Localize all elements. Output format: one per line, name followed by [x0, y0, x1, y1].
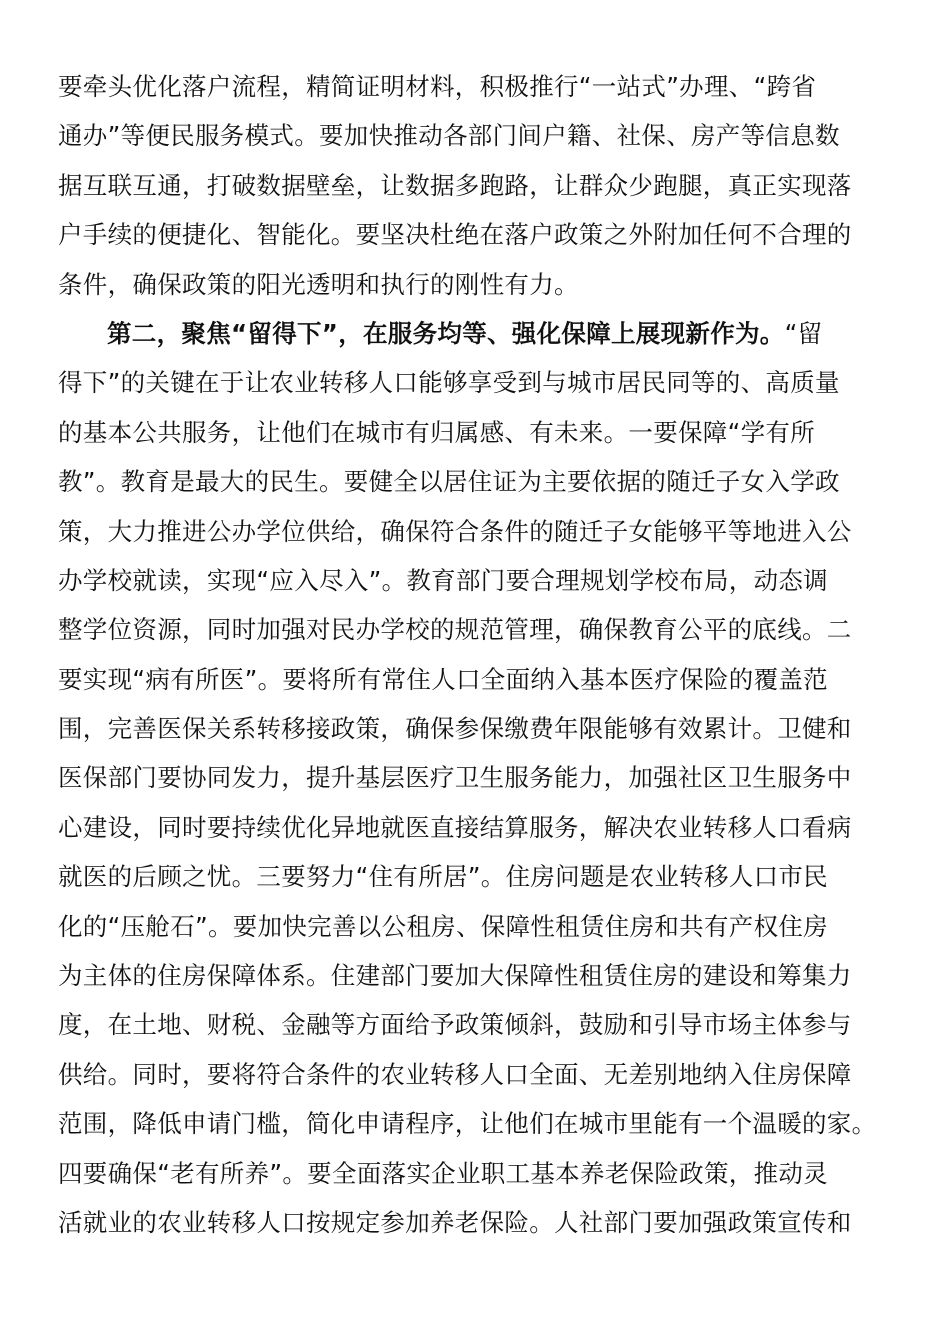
text-line: 活就业的农业转移人口按规定参加养老保险。人社部门要加强政策宣传和: [58, 1207, 852, 1237]
text-line: 为主体的住房保障体系。住建部门要加大保障性租赁住房的建设和筹集力: [58, 961, 852, 991]
text-line: 范围，降低申请门槛，简化申请程序，让他们在城市里能有一个温暖的家。: [58, 1109, 877, 1139]
text-fragment: “留: [784, 318, 823, 348]
text-line: 教”。教育是最大的民生。要健全以居住证为主要依据的随迁子女入学政: [58, 467, 840, 497]
text-line: 条件，确保政策的阳光透明和执行的刚性有力。: [58, 269, 579, 299]
text-line: 四要确保“老有所养”。要全面落实企业职工基本养老保险政策，推动灵: [58, 1158, 828, 1188]
text-line: 度，在土地、财税、金融等方面给予政策倾斜，鼓励和引导市场主体参与: [58, 1010, 852, 1040]
text-line: 心建设，同时要持续优化异地就医直接结算服务，解决农业转移人口看病: [58, 812, 852, 842]
text-line: 得下”的关键在于让农业转移人口能够享受到与城市居民同等的、高质量: [58, 368, 840, 398]
text-line: 户手续的便捷化、智能化。要坚决杜绝在落户政策之外附加任何不合理的: [58, 220, 852, 250]
text-line: 就医的后顾之忧。三要努力“住有所居”。住房问题是农业转移人口市民: [58, 862, 828, 892]
text-line: 化的“压舱石”。要加快完善以公租房、保障性租赁住房和共有产权住房: [58, 911, 828, 941]
text-line: 整学位资源，同时加强对民办学校的规范管理，确保教育公平的底线。二: [58, 615, 852, 645]
document-page: [58, 62, 878, 1247]
text-line: 医保部门要协同发力，提升基层医疗卫生服务能力，加强社区卫生服务中: [58, 763, 852, 793]
section-two-first-line: [58, 309, 878, 358]
text-line: 围，完善医保关系转移接政策，确保参保缴费年限能够有效累计。卫健和: [58, 714, 852, 744]
text-line: 办学校就读，实现“应入尽入”。教育部门要合理规划学校布局，动态调: [58, 565, 828, 595]
text-line: 策，大力推进公办学位供给，确保符合条件的随迁子女能够平等地进入公: [58, 516, 852, 546]
text-line: 要牵头优化落户流程，精简证明材料，积极推行“一站式”办理、“跨省: [58, 72, 817, 101]
paragraph-continued: [58, 62, 878, 309]
text-line: 供给。同时，要将符合条件的农业转移人口全面、无差别地纳入住房保障: [58, 1059, 852, 1089]
section-two-heading: 第二，聚焦“留得下”，在服务均等、强化保障上展现新作为。: [107, 318, 785, 348]
text-line: 的基本公共服务，让他们在城市有归属感、有未来。一要保障“学有所: [58, 417, 815, 447]
text-line: 要实现“病有所医”。要将所有常住人口全面纳入基本医疗保险的覆盖范: [58, 664, 828, 694]
text-line: 据互联互通，打破数据壁垒，让数据多跑路，让群众少跑腿，真正实现落: [58, 170, 852, 200]
paragraph-section-two: [58, 309, 878, 1247]
text-line: 通办”等便民服务模式。要加快推动各部门间户籍、社保、房产等信息数: [58, 121, 840, 151]
